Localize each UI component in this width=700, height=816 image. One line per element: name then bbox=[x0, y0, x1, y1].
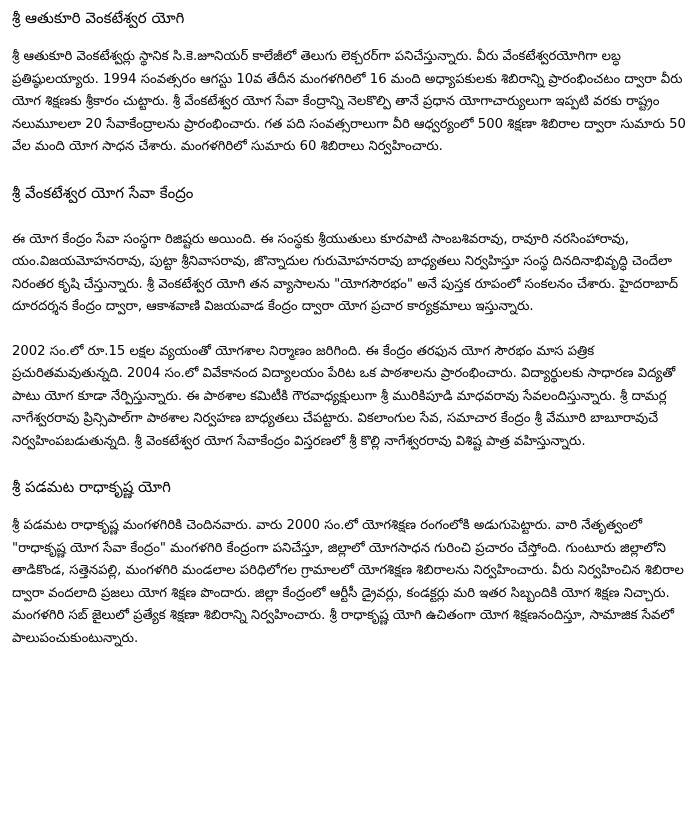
section-heading-padamata: శ్రీ పడమట రాధాకృష్ణ యోగి bbox=[12, 478, 171, 496]
paragraph-kendram-yogashala: 2002 సం.లో రూ.15 లక్షల వ్యయంతో యోగశాల నిర్మాణం జరిగింది. ఈ కేంద్రం తరఫున యోగ సౌరభం మాస పత్రిక ప్రచురితమవుతున్నది. 2004 సం.లో వివేకానంద విద్యాలయం పేరిట ఒక పాఠశాలను ప్రారంభించారు. విద్యార్థులకు సాధారణ విద్యతో పాటు యోగ కూడా నేర్పిస్తున్నారు. ఈ పాఠశాల కమిటీకి గౌరవాధ్యక్షులుగా శ్రీ మురికిపూడి మాధవరావు సేవలందిస్తున్నారు. శ్రీ దామర్ల నాగేశ్వరరావు ప్రిన్సిపాల్‌గా పాఠశాల నిర్వహణ బాధ్యతలు చేపట్టారు. వికలాంగుల సేవ, సమాచార కేంద్రం శ్రీ వేమూరి బాబూరావుచే నిర్వహింపబడుతున్నది. శ్రీ వెంకటేశ్వర యోగ సేవాకేంద్రం విస్తరణలో శ్రీ కొల్లి నాగేశ్వరరావు విశిష్ట పాత్ర వహిస్తున్నారు. bbox=[12, 343, 676, 449]
paragraph-atukuri-bio: శ్రీ ఆతుకూరి వెంకటేశ్వర్లు స్థానిక సి.కె.జూనియర్ కాలేజీలో తెలుగు లెక్చరర్‌గా పనిచేస్తున్నారు. వీరు వేంకటేశ్వరయోగిగా లబ్ధ ప్రతిష్ఠులయ్యారు. 1994 సంవత్సరం ఆగస్టు 10వ తేదీన మంగళగిరిలో 16 మంది అధ్యాపకులకు శిబిరాన్ని ప్రారంభించటం ద్వారా వీరు యోగ శిక్షణకు శ్రీకారం చుట్టారు. శ్రీ వేంకటేశ్వర యోగ సేవా కేంద్రాన్ని నెలకొల్పి తానే ప్రధాన యోగాచార్యులుగా ఇప్పటి వరకు రాష్ట్రం నలుమూలలా 20 సేవాకేంద్రాలను ప్రారంభించారు. గత పది సంవత్సరాలుగా వీరి ఆధ్వర్యంలో 500 శిక్షణా శిబిరాల ద్వారా సుమారు 50 వేల మంది యోగ సాధన చేశారు. మంగళగిరిలో సుమారు 60 శిబిరాలు నిర్వహించారు. bbox=[12, 49, 686, 154]
section-heading-atukuri: శ్రీ ఆతుకూరి వెంకటేశ్వర యోగి bbox=[12, 9, 185, 27]
paragraph-padamata-bio: శ్రీ పడమట రాధాకృష్ణ మంగళగిరికి చెందినవారు. వారు 2000 సం.లో యోగశిక్షణ రంగంలోకి అడుగుపెట్టారు. వారి నేతృత్వంలో "రాధాకృష్ణ యోగ సేవా కేంద్రం" మంగళగిరి కేంద్రంగా పనిచేస్తూ, జిల్లాలో యోగసాధన గురించి ప్రచారం చేస్తోంది. గుంటూరు జిల్లాలోని తాడికొండ, సత్తెనపల్లి, మంగళగిరి మండలాల పరిధిలోగల గ్రామాలలో యోగశిక్షణ శిబిరాలను నిర్వహించారు. వీరు నిర్వహించిన శిబిరాల ద్వారా వందలాది ప్రజలు యోగ శిక్షణ పొందారు. జిల్లా కేంద్రంలో ఆర్టీసీ డ్రైవర్లు, కండక్టర్లు మరి ఇతర సిబ్బందికి యోగ శిక్షణ నిచ్చారు. మంగళగిరి సబ్ జైలులో ప్రత్యేక శిక్షణా శిబిరాన్ని నిర్వహించారు. శ్రీ రాధాకృష్ణ యోగి ఉచితంగా యోగ శిక్షణనందిస్తూ, సామాజిక సేవలో పాలుపంచుకుంటున్నారు. bbox=[12, 518, 684, 646]
section-heading-yoga-seva-kendram: శ్రీ వేంకటేశ్వర యోగ సేవా కేంద్రం bbox=[12, 183, 194, 202]
paragraph-kendram-about: ఈ యోగ కేంద్రం సేవా సంస్థగా రిజిష్టరు అయింది. ఈ సంస్థకు శ్రీయుతులు కూరపాటి సాంబశివరావు, రావూరి నరసింహారావు, యం.విజయమోహనరావు, పుట్టా శ్రీనివాసరావు, జొన్నాదుల గురుమోహనరావు బాధ్యతలు నిర్వహిస్తూ సంస్థ దినదినాభివృద్ధి చెందేలా నిరంతర కృషి చేస్తున్నారు. శ్రీ వెంకటేశ్వర యోగి తన వ్యాసాలను "యోగసౌరభం" అనే పుస్తక రూపంలో సంకలనం చేశారు. హైదరాబాద్ దూరదర్శన కేంద్రం ద్వారా, ఆకాశవాణి విజయవాడ కేంద్రం ద్వారా యోగ ప్రచార కార్యక్రమాలు ఇస్తున్నారు. bbox=[12, 231, 679, 314]
